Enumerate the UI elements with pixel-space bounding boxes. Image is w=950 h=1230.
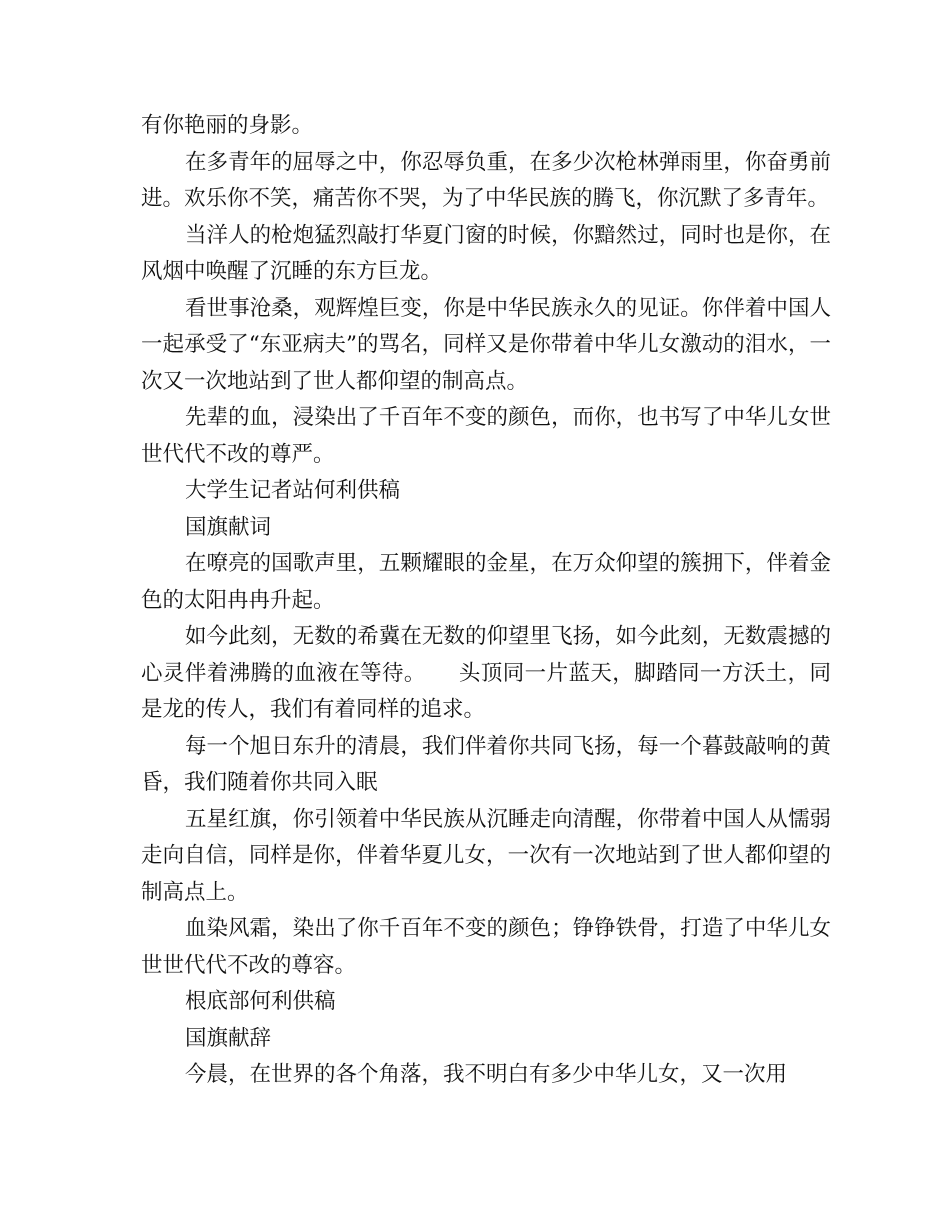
paragraph: 五星红旗，你引领着中华民族从沉睡走向清醒，你带着中国人从懦弱走向自信，同样是你，伴着华夏儿女，一次有一次地站到了世人都仰望的制高点上。 [141,806,831,905]
paragraph: 每一个旭日东升的清晨，我们伴着你共同飞扬，每一个暮鼓敲响的黄昏，我们随着你共同入眠 [141,733,831,795]
paragraph: 在多青年的屈辱之中，你忍辱负重，在多少次枪林弹雨里，你奋勇前进。欢乐你不笑，痛苦你不哭，为了中华民族的腾飞，你沉默了多青年。 [141,149,831,211]
section-title: 国旗献辞 [185,1025,272,1051]
paragraph: 在嘹亮的国歌声里，五颗耀眼的金星，在万众仰望的簇拥下，伴着金色的太阳冉冉升起。 [141,551,831,613]
byline: 大学生记者站何利供稿 [185,478,401,503]
paragraph-continuation: 有你艳丽的身影。 [141,113,314,138]
byline: 根底部何利供稿 [185,989,336,1014]
paragraph: 看世事沧桑，观辉煌巨变，你是中华民族永久的见证。你伴着中国人一起承受了“东亚病夫”的骂名，同样又是你带着中华儿女激动的泪水，一次又一次地站到了世人都仰望的制高点。 [141,295,831,394]
paragraph: 今晨，在世界的各个角落，我不明白有多少中华儿女，又一次用 [185,1062,788,1087]
paragraph: 如今此刻，无数的希冀在无数的仰望里飞扬，如今此刻，无数震撼的心灵伴着沸腾的血液在等待。 头顶同一片蓝天，脚踏同一方沃土，同是龙的传人，我们有着同样的追求。 [141,624,831,722]
paragraph: 血染风霜，染出了你千百年不变的颜色；铮铮铁骨，打造了中华儿女世世代代不改的尊容。 [141,916,831,978]
paragraph: 当洋人的枪炮猛烈敲打华夏门窗的时候，你黯然过，同时也是你，在风烟中唤醒了沉睡的东方巨龙。 [141,222,831,284]
document-body [141,108,831,1094]
paragraph: 先辈的血，浸染出了千百年不变的颜色，而你，也书写了中华儿女世世代代不改的尊严。 [141,405,831,467]
section-title: 国旗献词 [185,514,272,540]
